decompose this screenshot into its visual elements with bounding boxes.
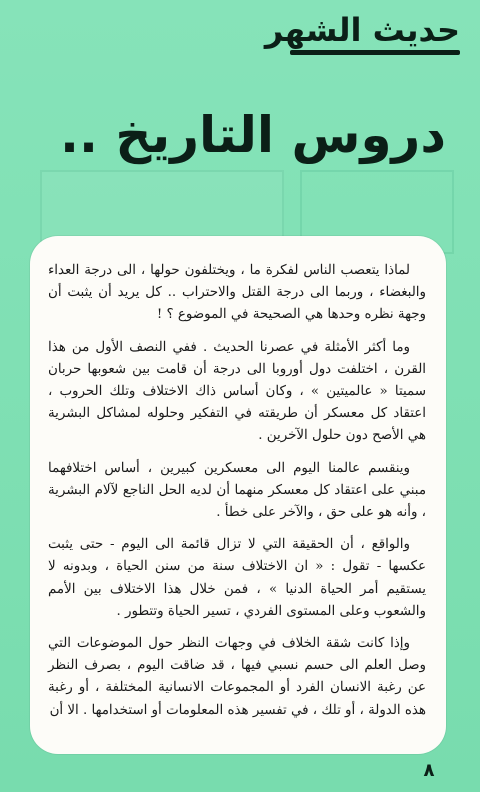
paragraph-3: وينقسم عالمنا اليوم الى معسكرين كبيرين ، أساس اختلافهما مبني على اعتقاد كل معسكر منهما أن لديه الحل الناجع لآلام البشرية ، وأنه هو على حق ، والآخر على خطأ .	[48, 460, 426, 521]
article-headline: دروس التاريخ ..	[59, 106, 446, 164]
article-card	[30, 236, 446, 754]
paragraph-5: وإذا كانت شقة الخلاف في وجهات النظر حول الموضوعات التي وصل العلم الى حسم نسبي فيها ، قد ضاقت اليوم ، بصرف النظر عن رغبة الانسان الفرد أو المجموعات الانسانية المختلفة ، أو رغبة هذه الدولة ، أو تلك ، في تفسير هذه المعلومات أو استخدامها . الا أن	[48, 636, 426, 718]
section-header	[260, 10, 460, 64]
paragraph-4: والواقع ، أن الحقيقة التي لا تزال قائمة الى اليوم - حتى يثبت عكسها - تقول : « ان الاختلاف سنة من سنن الحياة ، وبدونه لا يستقيم أمر الحياة الدنيا » ، فمن خلال هذا الاختلاف بين الأمم والشعوب وعلى المستوى الفردي ، تسير الحياة وتتطور .	[48, 537, 426, 619]
article-body	[48, 260, 426, 732]
section-underline	[290, 50, 460, 55]
page-number: ٨	[423, 760, 435, 781]
paragraph-2: وما أكثر الأمثلة في عصرنا الحديث . ففي النصف الأول من هذا القرن ، اختلفت دول أوروبا الى درجة أن قامت بين شعوبها حربان سميتا « عالميتين » ، وكان أساس ذاك الاختلاف وتلك الحروب ، اعتقاد كل معسكر أن طريقته في التفكير وحلوله لمشاكل البشرية هي الأصح دون حلول الآخرين .	[48, 339, 426, 444]
section-title: حديث الشهر	[264, 11, 460, 49]
paragraph-1: لماذا يتعصب الناس لفكرة ما ، ويختلفون حولها ، الى درجة العداء والبغضاء ، وربما الى درجة القتل والاحتراب .. كل يريد أن يثبت أن وجهة نظره وحدها هي الصحيحة في الموضوع ؟ !	[48, 263, 426, 323]
